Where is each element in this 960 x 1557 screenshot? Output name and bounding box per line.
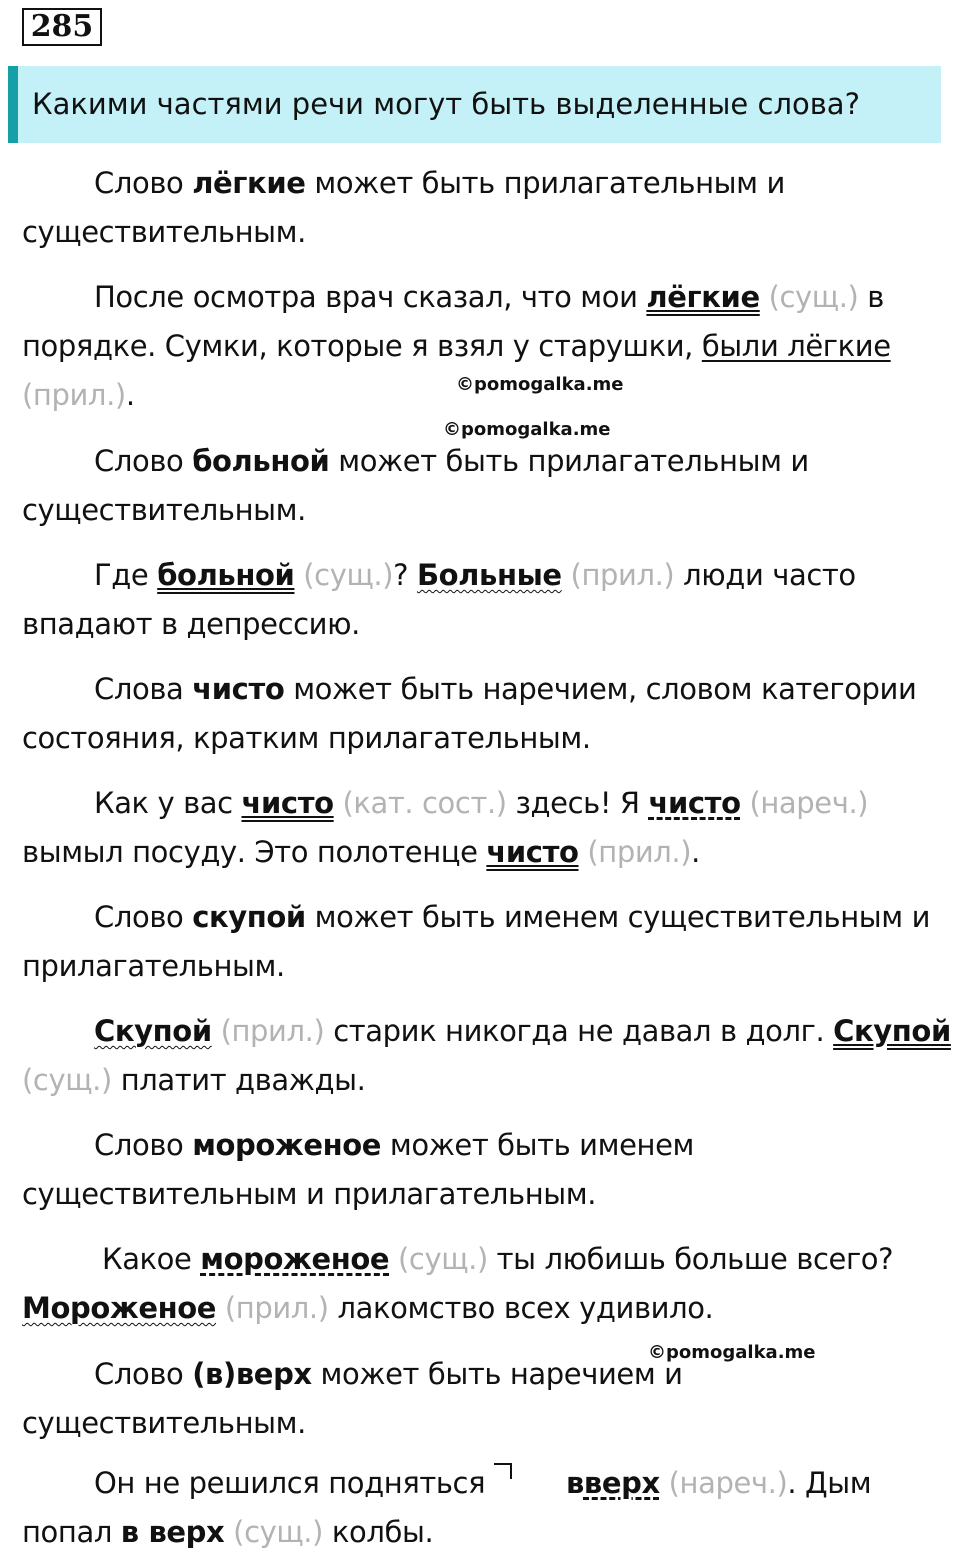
text: может быть прилагательным и существительным.: [22, 444, 809, 527]
part-of-speech-note: (сущ.): [303, 558, 394, 592]
paragraph-bolnoy-rule: [22, 437, 957, 535]
watermark: ©pomogalka.me: [456, 374, 624, 395]
paragraph-legkie-rule: [22, 159, 957, 257]
paragraph-skupoy-example: [22, 1007, 957, 1105]
paragraph-chisto-example: [22, 779, 957, 877]
part-of-speech-note: (прил.): [224, 1291, 329, 1325]
part-of-speech-note: (нареч.): [668, 1466, 788, 1500]
text: Слово: [94, 1128, 193, 1162]
example-word: лёгкие: [646, 280, 760, 314]
example-word: чисто: [241, 786, 334, 820]
text: Какое: [102, 1242, 201, 1276]
text: Где: [94, 558, 158, 592]
paragraph-skupoy-rule: [22, 893, 957, 991]
highlighted-word: больной: [192, 444, 330, 478]
watermark: ©pomogalka.me: [648, 1342, 816, 1363]
highlighted-word: мороженое: [192, 1128, 382, 1162]
part-of-speech-note: (прил.): [220, 1014, 325, 1048]
text: лакомство всех удивило.: [328, 1291, 714, 1325]
example-word: в верх: [120, 1515, 225, 1549]
example-word: Скупой: [833, 1014, 951, 1048]
text: Слово: [94, 900, 193, 934]
paragraph-morozhenoe-rule: [22, 1121, 957, 1219]
part-of-speech-note: (сущ.): [397, 1242, 488, 1276]
text: После осмотра врач сказал, что мои: [94, 280, 647, 314]
text: Он не решился подняться: [94, 1466, 494, 1500]
text: вымыл посуду. Это полотенце: [22, 835, 487, 869]
text: может быть именем существительным и прилагательным.: [22, 900, 931, 983]
example-word: Мороженое: [22, 1291, 217, 1325]
paragraph-legkie-example: [22, 273, 957, 420]
text: может быть наречием, словом категории состояния, кратким прилагательным.: [22, 672, 917, 755]
text: Слова: [94, 672, 193, 706]
text: платит дважды.: [111, 1063, 366, 1097]
text: колбы.: [323, 1515, 434, 1549]
part-of-speech-note: (прил.): [587, 835, 692, 869]
prefix-mark: в: [494, 1459, 584, 1508]
question-banner: [8, 66, 941, 143]
text: может быть наречием и существительным.: [22, 1357, 683, 1440]
text: люди часто впадают в депрессию.: [22, 558, 856, 641]
part-of-speech-note: (кат. сост.): [342, 786, 507, 820]
paragraph-chisto-rule: [22, 665, 957, 763]
paragraph-vverh-rule: [22, 1350, 957, 1448]
text: ты любишь больше всего?: [487, 1242, 894, 1276]
text: ?: [393, 558, 417, 592]
example-word: чисто: [486, 835, 579, 869]
text: здесь! Я: [506, 786, 649, 820]
part-of-speech-note: (прил.): [570, 558, 675, 592]
part-of-speech-note: (сущ.): [22, 1063, 112, 1097]
watermark: ©pomogalka.me: [443, 419, 611, 440]
example-word: мороженое: [200, 1242, 390, 1276]
text: .: [691, 835, 700, 869]
part-of-speech-note: (сущ.): [233, 1515, 324, 1549]
text: . Дым попал: [22, 1466, 872, 1549]
highlighted-word: чисто: [192, 672, 285, 706]
part-of-speech-note: (нареч.): [749, 786, 869, 820]
question-text: Какими частями речи могут быть выделенные слова?: [32, 87, 860, 121]
example-word: больной: [157, 558, 295, 592]
text: старик никогда не давал в долг.: [324, 1014, 834, 1048]
text: Слово: [94, 1357, 193, 1391]
part-of-speech-note: (прил.): [22, 378, 126, 412]
paragraph-bolnoy-example: [22, 551, 957, 649]
highlighted-word: (в)верх: [192, 1357, 312, 1391]
text: Слово: [94, 166, 193, 200]
part-of-speech-note: (сущ.): [768, 280, 859, 314]
paragraph-vverh-example: [22, 1459, 957, 1557]
example-word: были лёгкие: [701, 329, 891, 363]
exercise-number: 285: [22, 8, 102, 46]
word-root: верх: [583, 1466, 660, 1500]
text: .: [125, 378, 135, 412]
highlighted-word: скупой: [192, 900, 306, 934]
highlighted-word: лёгкие: [192, 166, 306, 200]
example-word: [494, 1466, 660, 1500]
text: может быть прилагательным и существительным.: [22, 166, 785, 249]
example-word: чисто: [648, 786, 741, 820]
text: в порядке. Сумки, которые я взял у старушки,: [22, 280, 884, 363]
text: Слово: [94, 444, 193, 478]
paragraph-morozhenoe-example: [22, 1235, 957, 1333]
text: может быть именем существительным и прилагательным.: [22, 1128, 695, 1211]
example-word: Скупой: [94, 1014, 212, 1048]
text: Как у вас: [94, 786, 242, 820]
example-word: Больные: [416, 558, 562, 592]
